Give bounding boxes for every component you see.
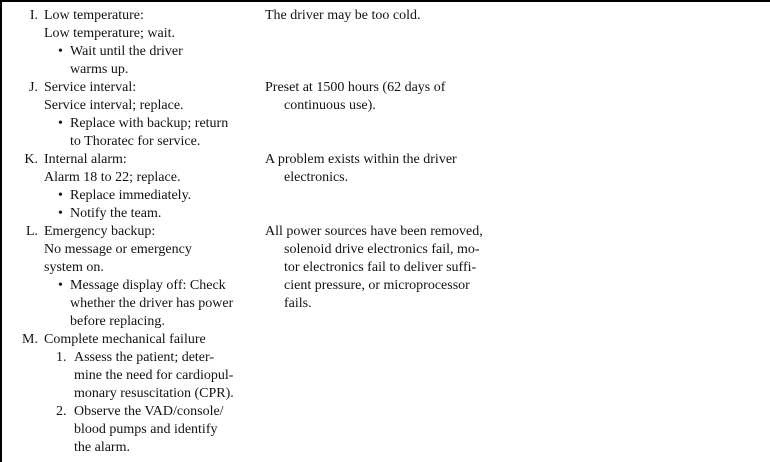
symptom-cell <box>2 331 265 457</box>
table-row <box>2 331 770 457</box>
item-head-line <box>2 79 265 97</box>
cause-cell <box>265 79 770 115</box>
bullet-text: Notify the team. <box>70 206 162 221</box>
bullet-icon: • <box>58 188 63 203</box>
bullet-text: Replace with backup; return <box>70 116 229 131</box>
number-label: 2. <box>56 404 67 419</box>
table-row <box>2 79 770 151</box>
item-head-line <box>2 7 265 25</box>
bullet-continuation-line: to Thoratec for service. <box>70 134 201 149</box>
bullet-text: Replace immediately. <box>70 188 192 203</box>
symptom-cell <box>2 7 265 79</box>
item-letter-label: I. <box>29 8 38 23</box>
table-row <box>2 151 770 223</box>
item-letter-label: M. <box>22 332 38 347</box>
bullet-line <box>58 205 265 223</box>
bullet-icon: • <box>58 44 63 59</box>
numbered-continuation-line: the alarm. <box>74 440 130 455</box>
numbered-text: Assess the patient; deter- <box>74 350 215 365</box>
description-line: All power sources have been removed, <box>265 224 483 239</box>
item-head-text: Service interval: <box>44 80 137 95</box>
bullet-line <box>58 277 265 295</box>
bullet-continuation-line: before replacing. <box>70 314 165 329</box>
item-text-line: system on. <box>44 260 104 275</box>
numbered-continuation-line: monary resuscitation (CPR). <box>74 386 234 401</box>
item-letter-label: K. <box>24 152 38 167</box>
item-head-text: Low temperature: <box>44 8 144 23</box>
bullet-text: Wait until the driver <box>70 44 183 59</box>
description-line: continuous use). <box>284 98 376 113</box>
cause-cell <box>265 7 770 25</box>
item-letter-label: J. <box>29 80 38 95</box>
numbered-continuation-line: blood pumps and identify <box>74 422 218 437</box>
bullet-line <box>58 187 265 205</box>
item-text-line: Service interval; replace. <box>44 98 184 113</box>
item-text-line: Alarm 18 to 22; replace. <box>44 170 181 185</box>
item-head-text: Emergency backup: <box>44 224 156 239</box>
cause-cell <box>265 151 770 187</box>
symptom-cell <box>2 151 265 223</box>
numbered-line <box>56 349 265 367</box>
cause-cell <box>265 223 770 313</box>
description-line: solenoid drive electronics fail, mo- <box>284 242 480 257</box>
bullet-continuation-line: warms up. <box>70 62 129 77</box>
content-rows <box>2 7 770 457</box>
description-line: fails. <box>284 296 312 311</box>
item-text-line: No message or emergency <box>44 242 192 257</box>
numbered-text: Observe the VAD/console/ <box>74 404 224 419</box>
number-label: 1. <box>56 350 67 365</box>
item-head-line <box>2 151 265 169</box>
numbered-continuation-line: mine the need for cardiopul- <box>74 368 234 383</box>
bullet-continuation-line: whether the driver has power <box>70 296 234 311</box>
item-head-line <box>2 223 265 241</box>
symptom-cell <box>2 79 265 151</box>
bullet-line <box>58 43 265 61</box>
description-line: tor electronics fail to deliver suffi- <box>284 260 477 275</box>
item-letter-label: L. <box>25 224 38 239</box>
symptom-cell <box>2 223 265 331</box>
description-line: Preset at 1500 hours (62 days of <box>265 80 446 95</box>
table-row <box>2 7 770 79</box>
bullet-icon: • <box>58 116 63 131</box>
item-head-line <box>2 331 265 349</box>
item-head-text: Complete mechanical failure <box>44 332 206 347</box>
description-line: cient pressure, or microprocessor <box>284 278 470 293</box>
item-text-line: Low temperature; wait. <box>44 26 176 41</box>
description-line: A problem exists within the driver <box>265 152 457 167</box>
bullet-line <box>58 115 265 133</box>
bullet-text: Message display off: Check <box>70 278 226 293</box>
item-head-text: Internal alarm: <box>44 152 127 167</box>
description-line: The driver may be too cold. <box>265 8 421 23</box>
numbered-line <box>56 403 265 421</box>
description-line: electronics. <box>284 170 349 185</box>
table-row <box>2 223 770 331</box>
bullet-icon: • <box>58 278 63 293</box>
bullet-icon: • <box>58 206 63 221</box>
